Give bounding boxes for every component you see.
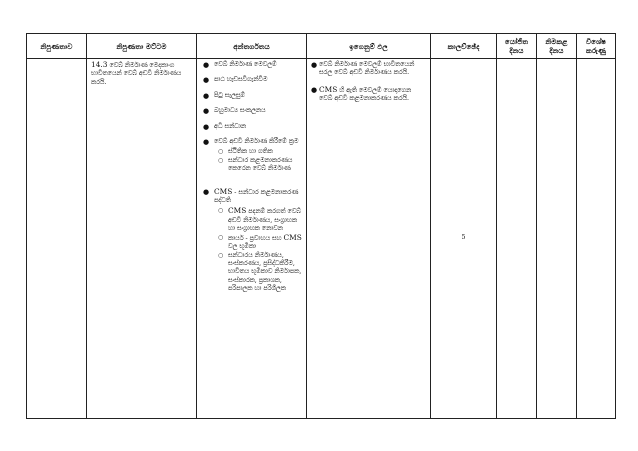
syllabus-table: [26, 33, 616, 419]
bullet-icon: ●: [311, 61, 318, 69]
list-item: ● CMS හි ඇති මෙවලම් යොදාගෙන වෙබ් අඩවි කළමනාකරණය කරයි.: [311, 84, 412, 103]
competency-level-number: 14.3: [91, 60, 108, 69]
bullet-icon: ●: [311, 85, 318, 94]
list-item: ○ කාර්ය - ප්‍රවාහය සහ CMS වල භූමිකා: [218, 232, 302, 251]
site-creation-sublist: [214, 148, 302, 173]
header-competency-level: නිපුණතා මට්ටම: [87, 34, 197, 59]
contents-cell: [197, 59, 307, 419]
list-item: ● වෙබ් නිර්මාණ මෙවලම් භාවිතයෙන් සරල වෙබ් අඩවි නිර්මාණය කරයි.: [311, 61, 415, 77]
bullet-icon: ●: [203, 91, 210, 100]
list-item: ○ සන්ධාර කළමනාකරණය කෙරෙන වෙබ් නිර්මාණ: [218, 156, 293, 173]
circle-bullet-icon: ○: [218, 148, 224, 156]
site-creation-label: වෙබ් අඩවි නිර්මාණ කිරීමේ ක්‍රම: [214, 138, 299, 146]
learning-outcomes-cell: [307, 59, 431, 419]
list-item: [201, 138, 302, 174]
proposed-date-cell: [497, 59, 537, 419]
list-item: ○ ස්ථිතික හා ගතික: [218, 148, 273, 156]
header-row: [27, 34, 616, 59]
list-item: ● බහුමාධ්‍ය සංකලනය: [203, 107, 266, 116]
circle-bullet-icon: ○: [218, 251, 224, 259]
header-completed-date: නිමකළ දිනය: [537, 34, 577, 59]
competency-level-cell: [87, 59, 197, 419]
header-special-notes: විශේෂ කරුණු: [577, 34, 616, 59]
cms-abbr: CMS: [214, 186, 233, 196]
contents-list: [201, 61, 302, 294]
bullet-icon: ●: [203, 122, 210, 131]
list-item: ○ CMS පදනම් කරගත් වෙබ් අඩවි නිර්මාණය, සංග්‍රාහක හා සංග්‍රාහක නොවන: [218, 206, 301, 233]
list-item: ● අධි සන්ධාන: [203, 122, 247, 131]
header-periods: කාලච්ඡේද: [431, 34, 497, 59]
cms-label: - සන්ධාර කළමනාකරණ පද්ධති: [214, 188, 299, 205]
header-proposed-date: යෝජිත දිනය: [497, 34, 537, 59]
learning-outcomes-list: [311, 61, 426, 104]
competency-cell: [27, 59, 87, 419]
cms-sublist: [214, 207, 302, 293]
circle-bullet-icon: ○: [218, 207, 224, 215]
list-item: ● වෙබ් නිර්මාණ මෙවලම්: [203, 61, 277, 69]
bullet-icon: ●: [203, 76, 210, 85]
list-item: ● පිටු සැලසුම්: [203, 91, 245, 100]
table-row: [27, 59, 616, 419]
bullet-icon: ●: [203, 187, 210, 196]
bullet-icon: ●: [203, 138, 210, 147]
periods-cell: 5: [431, 59, 497, 419]
list-item: [201, 188, 302, 294]
competency-level-text: වෙබ් නිර්මාණ මෙදකාංග භාවිතයෙන් වෙබ් අඩවි නිර්මාණය කරයි.: [91, 62, 182, 86]
header-learning-outcomes: ඉගෙනුම් ඵල: [307, 34, 431, 59]
list-item: ○ සන්ධාරය නිර්මාණය, සංස්කරණය, ප්‍රසිද්ධකිරීම, භාවිතය භූමිකාව නිර්මාපක, සංස්කාරක, ප්‍රකාශක, පරිපාලක හා පරිශීලක: [218, 251, 302, 293]
bullet-icon: ●: [203, 61, 210, 69]
completed-date-cell: [537, 59, 577, 419]
special-notes-cell: [577, 59, 616, 419]
bullet-icon: ●: [203, 107, 210, 116]
circle-bullet-icon: ○: [218, 156, 224, 164]
list-item: ● පාඨ හැඩසවිගැන්වීම: [203, 76, 268, 85]
circle-bullet-icon: ○: [218, 233, 224, 241]
header-competency: නිපුණතාව: [27, 34, 87, 59]
header-contents: අන්තර්ගතය: [197, 34, 307, 59]
